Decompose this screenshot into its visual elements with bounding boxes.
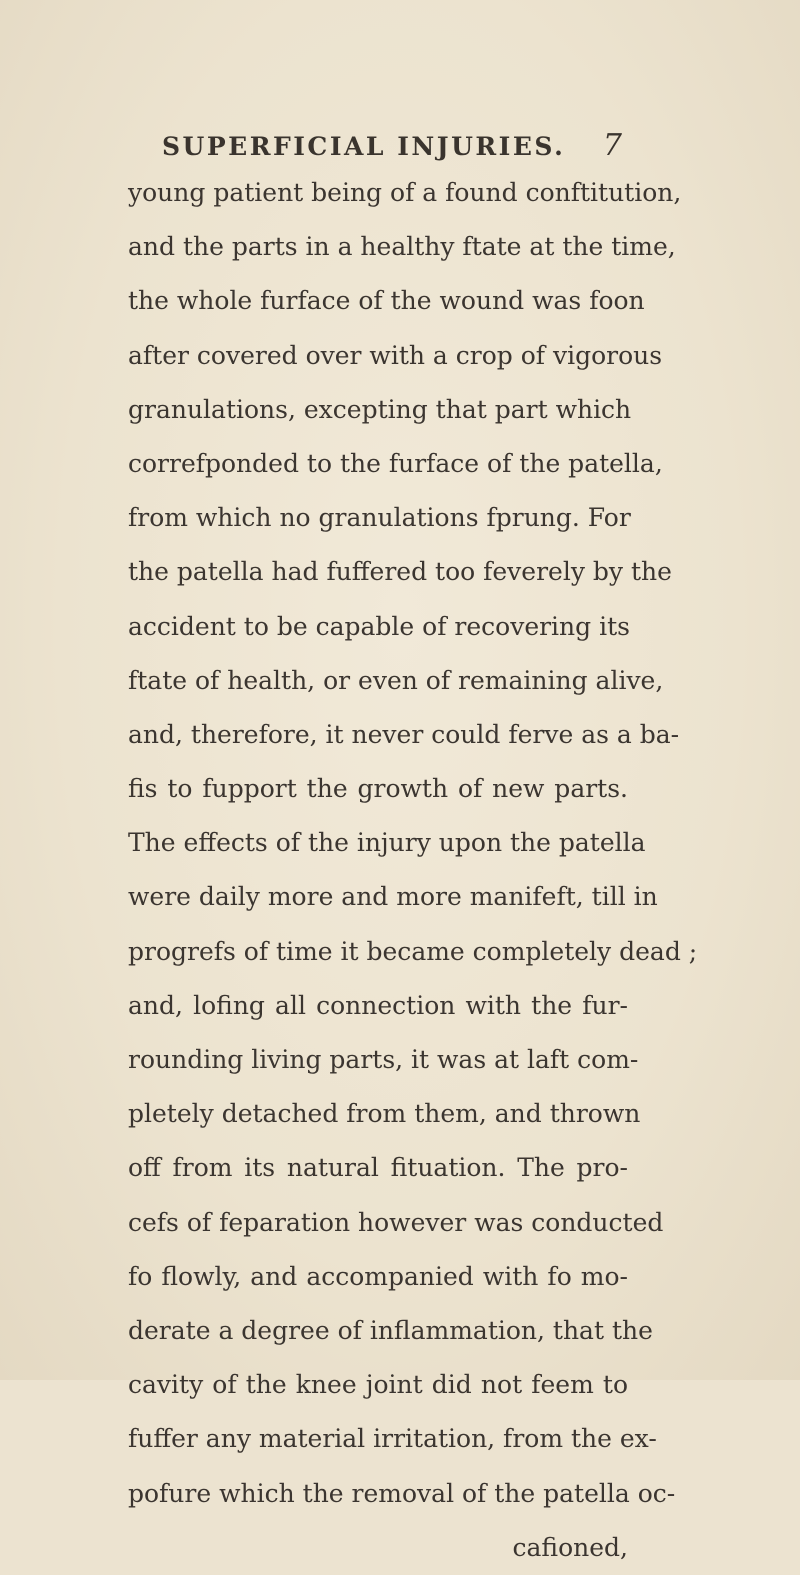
text-line: and the parts in a healthy ftate at the time,: [128, 232, 676, 262]
text-line: and, therefore, it never could ferve as a ba-: [128, 719, 680, 749]
page-header: [162, 128, 622, 168]
text-line: derate a degree of inflammation, that the: [128, 1315, 653, 1345]
text-line: ftate of health, or even of remaining alive,: [128, 665, 664, 695]
text-line: were daily more and more manifeft, till in: [128, 882, 658, 912]
text-line: young patient being of a found conftitution,: [128, 178, 682, 207]
text-line: correfponded to the furface of the patella,: [128, 448, 663, 478]
text-line: cefs of feparation however was conducted: [128, 1207, 664, 1237]
text-line: and, lofing all connection with the fur-: [128, 990, 628, 1020]
text-line: granulations, excepting that part which: [128, 394, 632, 424]
text-line: the whole furface of the wound was foon: [128, 286, 645, 316]
catchword-line: cafioned,: [512, 1532, 628, 1562]
text-line: the patella had fuffered too feverely by the: [128, 557, 672, 587]
page-number: 7: [602, 128, 622, 163]
text-line: pletely detached from them, and thrown: [128, 1099, 641, 1129]
running-head: SUPERFICIAL INJURIES.: [162, 132, 566, 161]
text-line: rounding living parts, it was at laft com-: [128, 1045, 639, 1074]
text-line: after covered over with a crop of vigorous: [128, 340, 663, 370]
text-line: fuffer any material irritation, from the ex-: [128, 1424, 657, 1454]
body-text: [128, 166, 698, 1575]
text-line: pofure which the removal of the patella oc-: [128, 1478, 676, 1508]
text-line: cavity of the knee joint did not feem to: [128, 1370, 628, 1400]
text-line: fis to fupport the growth of new parts.: [128, 774, 628, 804]
text-line: from which no granulations fprung. For: [128, 503, 631, 533]
text-line: The effects of the injury upon the patella: [128, 828, 646, 858]
text-line: fo flowly, and accompanied with fo mo-: [128, 1261, 628, 1291]
text-line: off from its natural fituation. The pro-: [128, 1153, 628, 1183]
text-line: progrefs of time it became completely dead ;: [128, 936, 698, 966]
text-line: accident to be capable of recovering its: [128, 611, 630, 641]
